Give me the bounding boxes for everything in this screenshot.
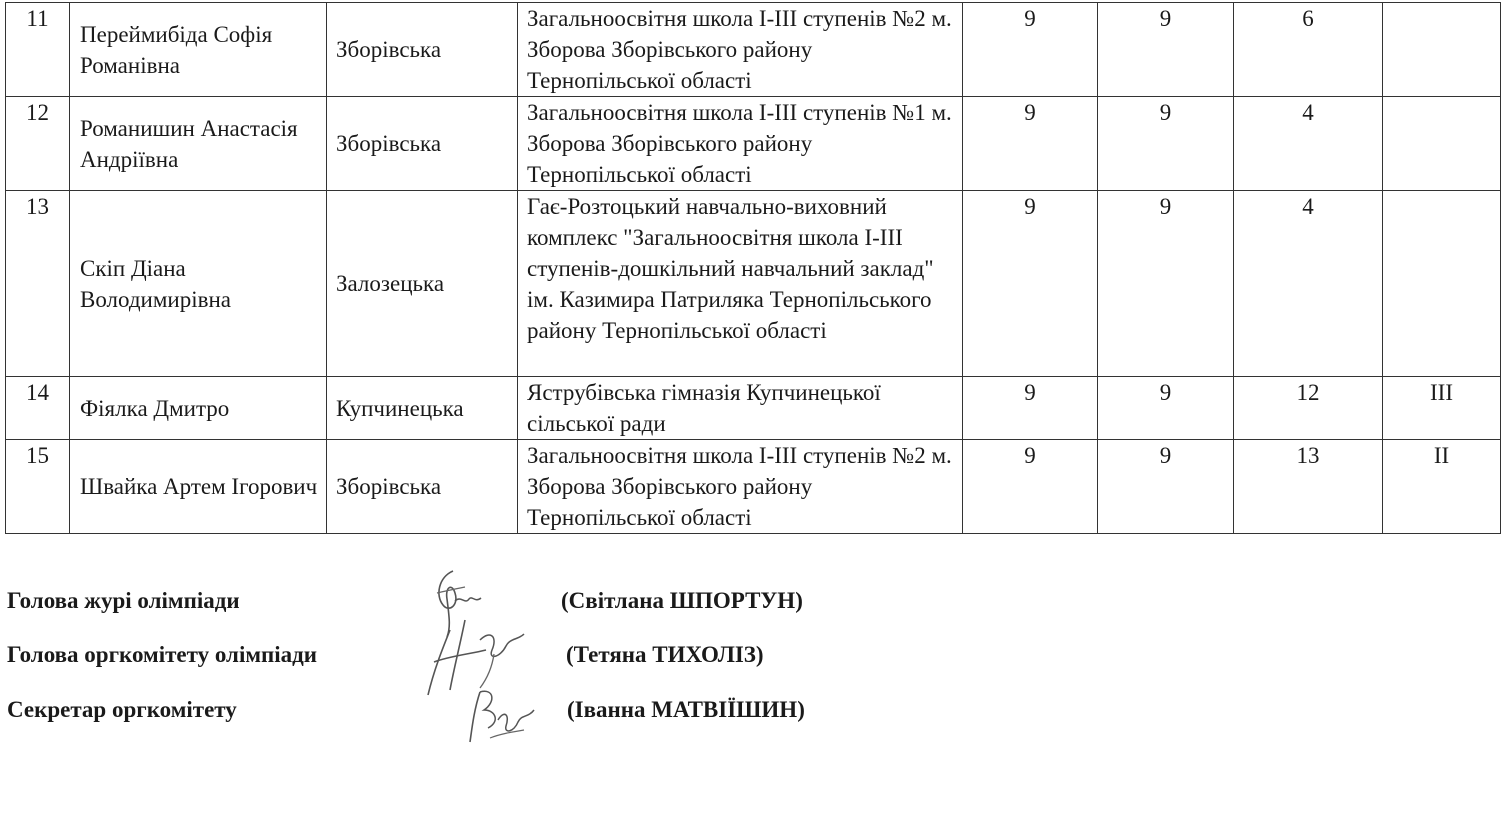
orgcommittee-head-name: (Тетяна ТИХОЛІЗ) [566,642,764,667]
row-number-cell: 11 [6,3,70,97]
row-number-cell: 15 [6,440,70,534]
table-row [6,97,1501,191]
community-cell: Купчинецька [327,377,518,440]
community-cell: Зборівська [327,440,518,534]
row-number-cell: 14 [6,377,70,440]
class-cell: 9 [1098,3,1234,97]
participant-name-cell: Романишин Анастасія Андріївна [70,97,327,191]
participant-name-cell: Скіп Діана Володимирівна [70,191,327,377]
results-table [5,2,1501,534]
participant-name-cell: Фіялка Дмитро [70,377,327,440]
table-row [6,440,1501,534]
score-cell: 13 [1234,440,1383,534]
score-cell: 4 [1234,97,1383,191]
table-row [6,377,1501,440]
community-cell: Залозецька [327,191,518,377]
secretary-title: Секретар оргкомітету [7,697,237,722]
grade-cell: 9 [963,377,1098,440]
place-cell: ІІІ [1383,377,1501,440]
place-cell [1383,97,1501,191]
school-cell: Яструбівська гімназія Купчинецької сільської ради [518,377,963,440]
class-cell: 9 [1098,377,1234,440]
grade-cell: 9 [963,191,1098,377]
participant-name-cell: Переймибіда Софія Романівна [70,3,327,97]
score-cell: 12 [1234,377,1383,440]
place-cell: ІІ [1383,440,1501,534]
grade-cell: 9 [963,3,1098,97]
jury-head-title: Голова журі олімпіади [7,588,240,613]
row-number-cell: 12 [6,97,70,191]
class-cell: 9 [1098,191,1234,377]
secretary-signature [460,680,540,750]
row-number-cell: 13 [6,191,70,377]
table-row [6,191,1501,377]
class-cell: 9 [1098,440,1234,534]
table-row [6,3,1501,97]
score-cell: 4 [1234,191,1383,377]
secretary-name: (Іванна МАТВІЇШИН) [567,697,805,722]
place-cell [1383,3,1501,97]
grade-cell: 9 [963,97,1098,191]
school-cell: Загальноосвітня школа І-ІІІ ступенів №2 м. Зборова Зборівського району Тернопільської області [518,3,963,97]
school-cell: Гає-Розтоцький навчально-виховний комплекс "Загальноосвітня школа І-ІІІ ступенів-дошкільний навчальний заклад" ім. Казимира Патриляка Тернопільського району Тернопільської області [518,191,963,377]
place-cell [1383,191,1501,377]
class-cell: 9 [1098,97,1234,191]
participant-name-cell: Швайка Артем Ігорович [70,440,327,534]
school-cell: Загальноосвітня школа І-ІІІ ступенів №1 м. Зборова Зборівського району Тернопільської області [518,97,963,191]
school-cell: Загальноосвітня школа І-ІІІ ступенів №2 м. Зборова Зборівського району Тернопільської області [518,440,963,534]
jury-head-name: (Світлана ШПОРТУН) [561,588,803,613]
community-cell: Зборівська [327,97,518,191]
score-cell: 6 [1234,3,1383,97]
orgcommittee-head-title: Голова оргкомітету олімпіади [7,642,318,667]
grade-cell: 9 [963,440,1098,534]
community-cell: Зборівська [327,3,518,97]
